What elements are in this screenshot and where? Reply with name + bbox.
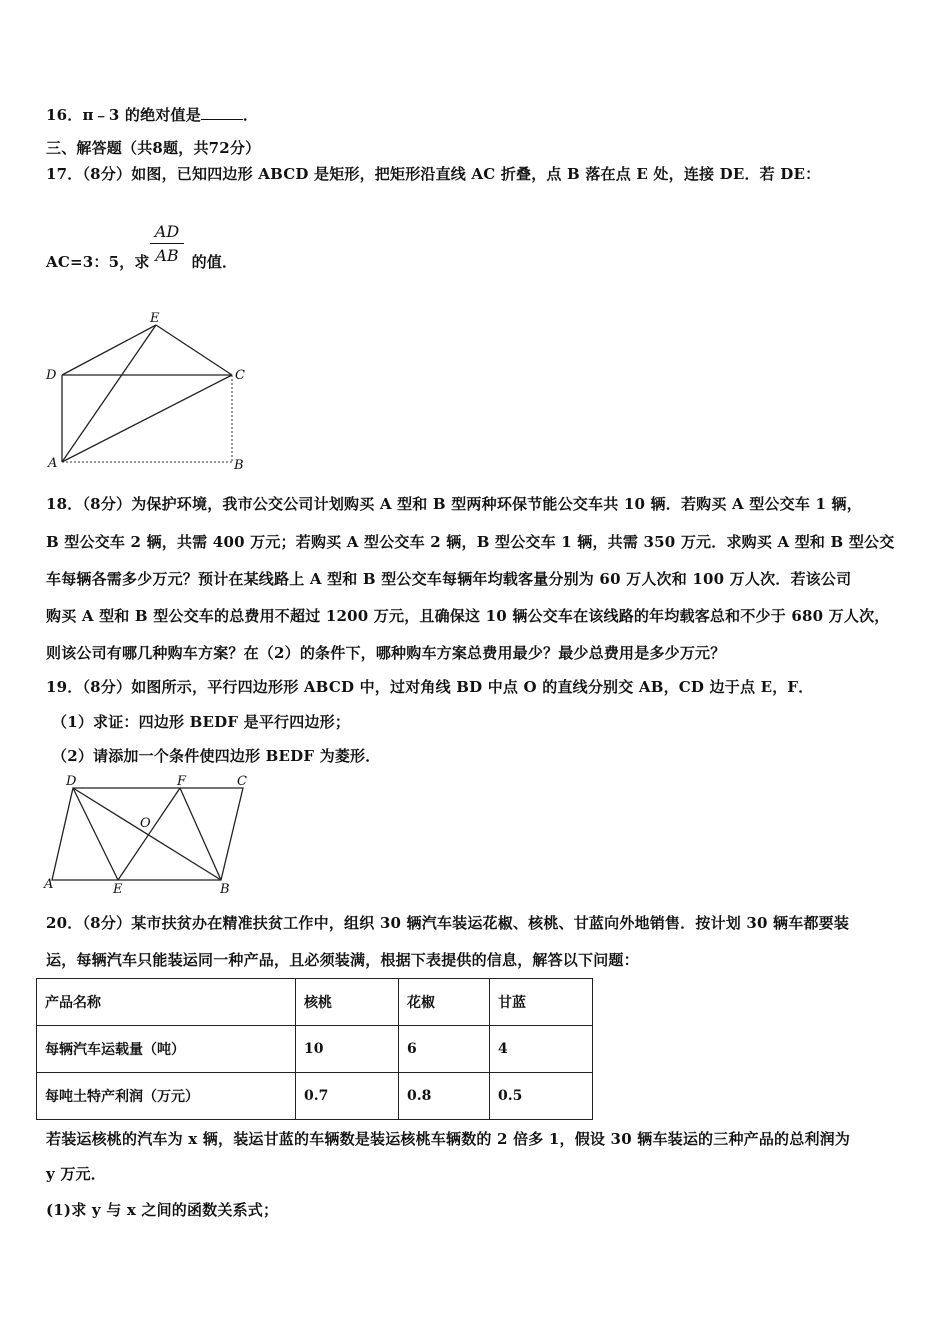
q20-after-2: y 万元． xyxy=(46,1165,106,1183)
label-a: A xyxy=(44,877,54,892)
table-cell: 每吨土特产利润（万元） xyxy=(37,1073,296,1120)
label-a: A xyxy=(48,456,58,471)
table-cell: 每辆汽车运载量（吨） xyxy=(37,1026,296,1073)
fraction-denominator: AB xyxy=(155,246,179,265)
table-row xyxy=(37,1026,593,1073)
segment-ef xyxy=(118,788,180,880)
label-d: D xyxy=(66,774,77,789)
edge-de xyxy=(62,325,156,375)
q17-line-1: 17．（8分）如图，已知四边形 ABCD 是矩形，把矩形沿直线 AC 折叠，点 B 落在点 E 处，连接 DE．若 DE： xyxy=(46,165,821,183)
section-heading: 三、解答题（共8题，共72分） xyxy=(46,139,261,157)
q18-line-4: 购买 A 型和 B 型公交车的总费用不超过 1200 万元，且确保这 10 辆公交车在该线路的年均载客总和不少于 680 万人次， xyxy=(46,607,890,625)
label-b: B xyxy=(234,458,244,473)
q20-line-1: 20．（8分）某市扶贫办在精准扶贫工作中，组织 30 辆汽车装运花椒、核桃、甘蓝向外地销售．按计划 30 辆车都要装 xyxy=(46,914,850,932)
table-header-cell: 产品名称 xyxy=(37,979,296,1026)
q17-prefix: AC=3：5，求 xyxy=(46,253,150,271)
table-row xyxy=(37,1073,593,1120)
edge-ac xyxy=(62,375,232,462)
q17-suffix: 的值． xyxy=(191,253,238,271)
question-16 xyxy=(46,104,258,125)
table-cell: 10 xyxy=(296,1026,399,1073)
q20-after-1: 若装运核桃的汽车为 x 辆，装运甘蓝的车辆数是装运核桃车辆数的 2 倍多 1，假设 30 辆车装运的三种产品的总利润为 xyxy=(46,1130,851,1148)
q16-text: 16．π﹣3 的绝对值是 xyxy=(46,106,201,124)
table-header-row xyxy=(37,979,593,1026)
q20-sub-1: (1)求 y 与 x 之间的函数关系式； xyxy=(46,1201,279,1219)
table-header-cell: 核桃 xyxy=(296,979,399,1026)
label-d: D xyxy=(46,368,57,383)
q18-line-1: 18．（8分）为保护环境，我市公交公司计划购买 A 型和 B 型两种环保节能公交车共 10 辆．若购买 A 型公交车 1 辆， xyxy=(46,495,862,513)
q19-part-1: （1）求证：四边形 BEDF 是平行四边形； xyxy=(52,713,351,731)
fraction-ad-ab xyxy=(150,222,184,265)
q19-line-1: 19．（8分）如图所示，平行四边形形 ABCD 中，过对角线 BD 中点 O 的直线分别交 AB，CD 边于点 E，F． xyxy=(46,678,814,696)
q18-line-5: 则该公司有哪几种购车方案？在（2）的条件下，哪种购车方案总费用最少？最少总费用是多少万元？ xyxy=(46,644,726,662)
table-header-cell: 甘蓝 xyxy=(490,979,593,1026)
q19-figure xyxy=(40,770,260,900)
edge-ae xyxy=(62,325,156,462)
q18-line-2: B 型公交车 2 辆，共需 400 万元；若购买 A 型公交车 2 辆，B 型公交车 1 辆，共需 350 万元．求购买 A 型和 B 型公交 xyxy=(46,533,895,551)
q17-figure xyxy=(40,308,260,478)
label-e: E xyxy=(150,311,160,326)
edge-ec xyxy=(156,325,232,375)
label-o: O xyxy=(140,816,151,831)
q18-line-3: 车每辆各需多少万元？预计在某线路上 A 型和 B 型公交车每辆年均载客量分别为 60 万人次和 100 万人次．若该公司 xyxy=(46,570,852,588)
table-cell: 6 xyxy=(399,1026,490,1073)
segment-fb xyxy=(180,788,221,880)
table-cell: 0.7 xyxy=(296,1073,399,1120)
q17-line-2 xyxy=(46,251,237,272)
table-cell: 0.8 xyxy=(399,1073,490,1120)
table-cell: 4 xyxy=(490,1026,593,1073)
q19-part-2: （2）请添加一个条件使四边形 BEDF 为菱形． xyxy=(52,747,381,765)
table-header-cell: 花椒 xyxy=(399,979,490,1026)
label-b: B xyxy=(220,882,230,897)
table-cell: 0.5 xyxy=(490,1073,593,1120)
product-table xyxy=(36,978,593,1120)
fraction-numerator: AD xyxy=(150,222,184,244)
q20-line-2: 运，每辆汽车只能装运同一种产品，且必须装满，根据下表提供的信息，解答以下问题： xyxy=(46,951,639,969)
label-c: C xyxy=(235,368,245,383)
label-c: C xyxy=(237,774,247,789)
label-f: F xyxy=(177,774,187,789)
answer-blank[interactable] xyxy=(201,107,243,120)
label-e: E xyxy=(113,882,123,897)
q16-end: ． xyxy=(242,106,259,124)
